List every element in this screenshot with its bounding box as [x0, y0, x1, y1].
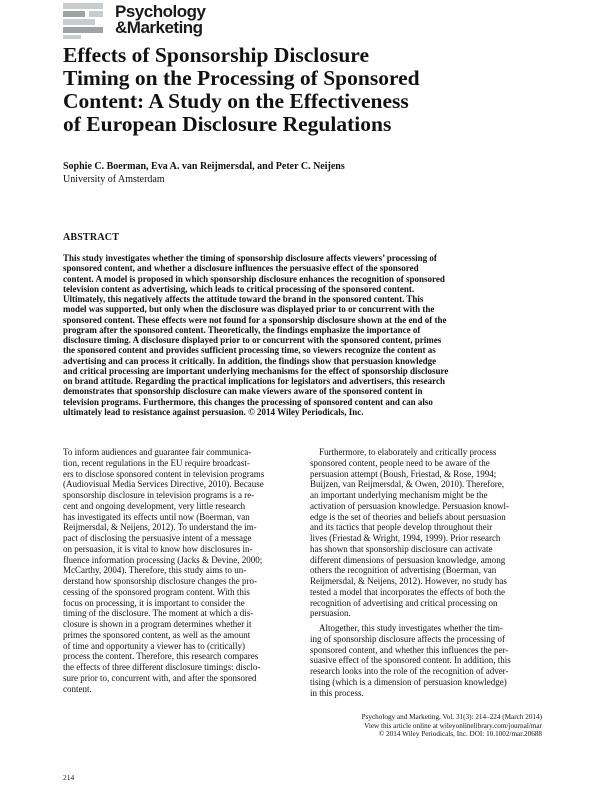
abstract-line: on brand attitude. Regarding the practical implications for legislators and advertisers, this research [63, 376, 445, 386]
body-line: tion, recent regulations in the EU require broadcast- [63, 457, 250, 468]
body-line: sponsorship disclosure in television programs is a re- [63, 490, 255, 500]
body-line: has investigated its effects until now (Boerman, van [63, 511, 250, 522]
body-line: Altogether, this study investigates whether the tim- [319, 623, 503, 633]
abstract-body [63, 253, 541, 417]
body-line: sponsored content, and whether this influences the per- [310, 644, 509, 655]
body-line: of time and opportunity a viewer has to (critically) [63, 640, 245, 651]
abstract-line: ultimately lead to resistance against persuasion. © 2014 Wiley Periodicals, Inc. [63, 406, 364, 417]
body-line: and its tactics that people develop throughout their [310, 522, 493, 533]
abstract-line: model was supported, but only when the disclosure was displayed prior to or concurrent with the [63, 304, 435, 315]
title-line: Content: A Study on the Effectiveness [63, 89, 409, 113]
body-line: tested a model that incorporates the effects of both the [310, 586, 506, 597]
body-line: primes the sponsored content, as well as the amount [63, 629, 251, 640]
body-line: has shown that sponsorship disclosure can activate [310, 543, 493, 554]
body-line: in this process. [310, 687, 364, 698]
body-line: tising (which is a dimension of persuasion knowledge) [310, 676, 507, 687]
body-line: sure prior to, concurrent with, and after the sponsored [63, 672, 257, 683]
page-number: 214 [63, 773, 75, 782]
abstract-line: television programs. Furthermore, this changes the processing of sponsored content and can also [63, 396, 433, 407]
abstract-line: and critical processing are important underlying mechanisms for the effect of sponsorship disclosure [63, 365, 449, 376]
citation-block [362, 713, 542, 739]
title-line: Timing on the Processing of Sponsored [63, 66, 420, 90]
abstract-line: advertising and can process it critically. In addition, the findings show that persuasion knowledge [63, 355, 437, 366]
body-line: different dimensions of persuasion knowledge, among [310, 554, 506, 565]
body-line: pact of disclosing the persuasive intent of a message [63, 533, 252, 543]
body-line: McCarthy, 2004). Therefore, this study aims to un- [63, 565, 247, 576]
body-column-left [63, 447, 294, 694]
logo-word-psychology: Psychology [115, 2, 206, 21]
abstract-line: disclosure timing. A disclosure displayed prior to or concurrent with the sponsored content, primes [63, 335, 442, 345]
body-column-right [310, 447, 541, 698]
body-line: Reijmersdal, & Neijens, 2012). To understand the im- [63, 522, 257, 533]
citation-line: © 2014 Wiley Periodicals, Inc. DOI: 10.1002/mar.20688 [378, 730, 542, 738]
abstract-line: demonstrates that sponsorship disclosure can make viewers aware of the sponsored content in [63, 386, 423, 397]
body-line: closure is shown in a program determines whether it [63, 619, 252, 629]
title-line: Effects of Sponsorship Disclosure [63, 43, 369, 67]
body-line: suasive effect of the sponsored content. In addition, this [310, 655, 511, 666]
body-line: ing of sponsorship disclosure affects the processing of [310, 633, 506, 644]
abstract-line: Ultimately, this negatively affects the attitude toward the brand in the sponsored content. This [63, 294, 424, 304]
body-line: fluence information processing (Jacks & Devine, 2000; [63, 554, 263, 565]
body-line: process the content. Therefore, this research compares [63, 651, 259, 662]
abstract-line: sponsored content. These effects were not found for a sponsorship disclosure shown at the end of the [63, 314, 447, 325]
body-line: recognition of advertising and critical processing on [310, 597, 498, 608]
body-line: Furthermore, to elaborately and critically process [319, 447, 497, 457]
body-line: the effects of three different disclosure timings: disclo- [63, 662, 261, 672]
author-list: Sophie C. Boerman, Eva A. van Reijmersdal, and Peter C. Neijens [63, 161, 345, 172]
body-line: Buijzen, van Reijmersdal, & Owen, 2010). Therefore, [310, 479, 505, 490]
abstract-line: sponsored content, and whether a disclosure influences the persuasive effect of the sponsored [63, 263, 419, 274]
citation-line: Psychology and Marketing, Vol. 31(3): 214–224 (March 2014) [361, 713, 542, 721]
body-line: persuasion attempt (Boush, Friestad, & Rose, 1994; [310, 468, 497, 479]
abstract-heading: ABSTRACT [63, 232, 120, 243]
body-line: derstand how sponsorship disclosure changes the pro- [63, 576, 257, 586]
logo-stripes [63, 3, 103, 39]
body-line: edge is the set of theories and beliefs about persuasion [310, 511, 506, 522]
article-title [63, 44, 543, 136]
body-line: an important underlying mechanism might be the [310, 490, 488, 500]
body-line: research looks into the role of the recognition of adver- [310, 666, 509, 676]
title-line: of European Disclosure Regulations [63, 112, 392, 136]
logo-word-marketing: &Marketing [115, 18, 203, 37]
body-line: Reijmersdal, & Neijens, 2012). However, no study has [310, 576, 507, 586]
body-line: timing of the disclosure. The moment at which a dis- [63, 608, 254, 619]
body-line: others the recognition of advertising (Boerman, van [310, 565, 497, 576]
body-line: To inform audiences and guarantee fair communica- [63, 447, 252, 457]
body-line: sponsored content, people need to be aware of the [310, 457, 490, 468]
author-affiliation: University of Amsterdam [63, 174, 165, 185]
body-line: content. [63, 683, 92, 694]
body-line: (Audiovisual Media Services Directive, 2010). Because [63, 479, 264, 490]
body-line: cent and ongoing development, very little research [63, 500, 246, 511]
abstract-line: This study investigates whether the timing of sponsorship disclosure affects viewers’ processing of [63, 253, 437, 263]
body-line: focus on processing, it is important to consider the [63, 597, 245, 608]
body-line: cessing of the sponsored program content. With this [63, 586, 250, 597]
abstract-line: the sponsored content and provides sufficient processing time, so viewers recognize the content as [63, 345, 436, 356]
abstract-line: program after the sponsored content. Theoretically, the findings emphasize the importance of [63, 324, 421, 335]
body-line: activation of persuasion knowledge. Persuasion knowl- [310, 500, 509, 511]
body-line: ers to disclose sponsored content in television programs [63, 468, 265, 479]
journal-logo [63, 3, 213, 39]
abstract-line: content. A model is proposed in which sponsorship disclosure enhances the recognition of sponsored [63, 273, 445, 284]
abstract-line: television content as advertising, which leads to critical processing of the sponsored content. [63, 283, 415, 294]
body-line: on persuasion, it is vital to know how disclosures in- [63, 543, 253, 554]
body-line: lives (Friestad & Wright, 1994, 1999). Prior research [310, 533, 501, 543]
body-line: persuasion. [310, 608, 351, 619]
citation-line: View this article online at wileyonlinelibrary.com/journal/mar [364, 721, 542, 730]
